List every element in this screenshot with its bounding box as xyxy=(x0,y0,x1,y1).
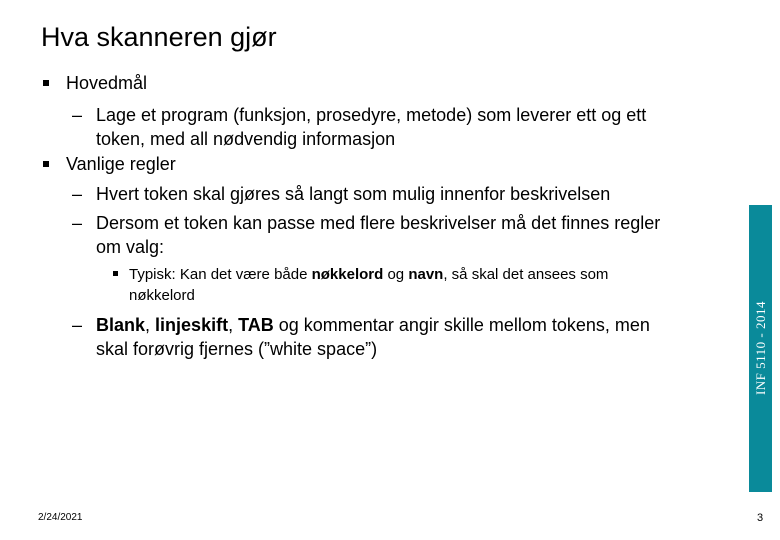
typisk-mid: og xyxy=(383,266,409,283)
bullet-square xyxy=(43,161,49,167)
bullet-blank-line2: skal forøvrig fjernes (”white space”) xyxy=(96,339,378,359)
typisk-post: , så skal det ansees som xyxy=(443,266,609,283)
typisk-pre: Typisk: Kan det være både xyxy=(129,266,312,283)
sidebar-label: INF 5110 - 2014 xyxy=(752,301,768,396)
slide-title: Hva skanneren gjør xyxy=(41,22,277,52)
dash-marker: – xyxy=(72,213,83,233)
bullet-vanlige-regler: Vanlige regler xyxy=(66,154,176,174)
typisk-bold-navn: navn xyxy=(408,266,444,283)
footer-date: 2/24/2021 xyxy=(38,512,83,523)
bullet-lage-program-line1: Lage et program (funksjon, prosedyre, metode) som leverer ett og ett xyxy=(96,105,647,125)
blank-post: og kommentar angir skille mellom tokens, men xyxy=(273,315,650,335)
bullet-hovedmal: Hovedmål xyxy=(66,73,148,93)
bullet-blank-line1 xyxy=(96,313,650,337)
dash-marker: – xyxy=(72,105,83,125)
bullet-dersom-line1: Dersom et token kan passe med flere beskrivelser må det finnes regler xyxy=(96,213,661,233)
bullet-typisk-line2: nøkkelord xyxy=(129,287,195,304)
typisk-bold-nokkelord: nøkkelord xyxy=(311,266,384,283)
course-sidebar xyxy=(749,205,772,492)
bullet-typisk-line1 xyxy=(129,264,608,285)
dash-marker: – xyxy=(72,184,83,204)
bullet-square xyxy=(113,271,118,276)
blank-sep2: , xyxy=(228,315,239,335)
bullet-hvert-token: Hvert token skal gjøres så langt som mulig innenfor beskrivelsen xyxy=(96,184,611,204)
bullet-square xyxy=(43,80,49,86)
bullet-lage-program-line2: token, med all nødvendig informasjon xyxy=(96,129,396,149)
blank-bold: Blank xyxy=(96,315,146,335)
bullet-dersom-line2: om valg: xyxy=(96,237,165,257)
tab-bold: TAB xyxy=(238,315,274,335)
blank-sep1: , xyxy=(145,315,156,335)
dash-marker: – xyxy=(72,315,83,335)
linjeskift-bold: linjeskift xyxy=(155,315,229,335)
page-number: 3 xyxy=(757,512,764,524)
